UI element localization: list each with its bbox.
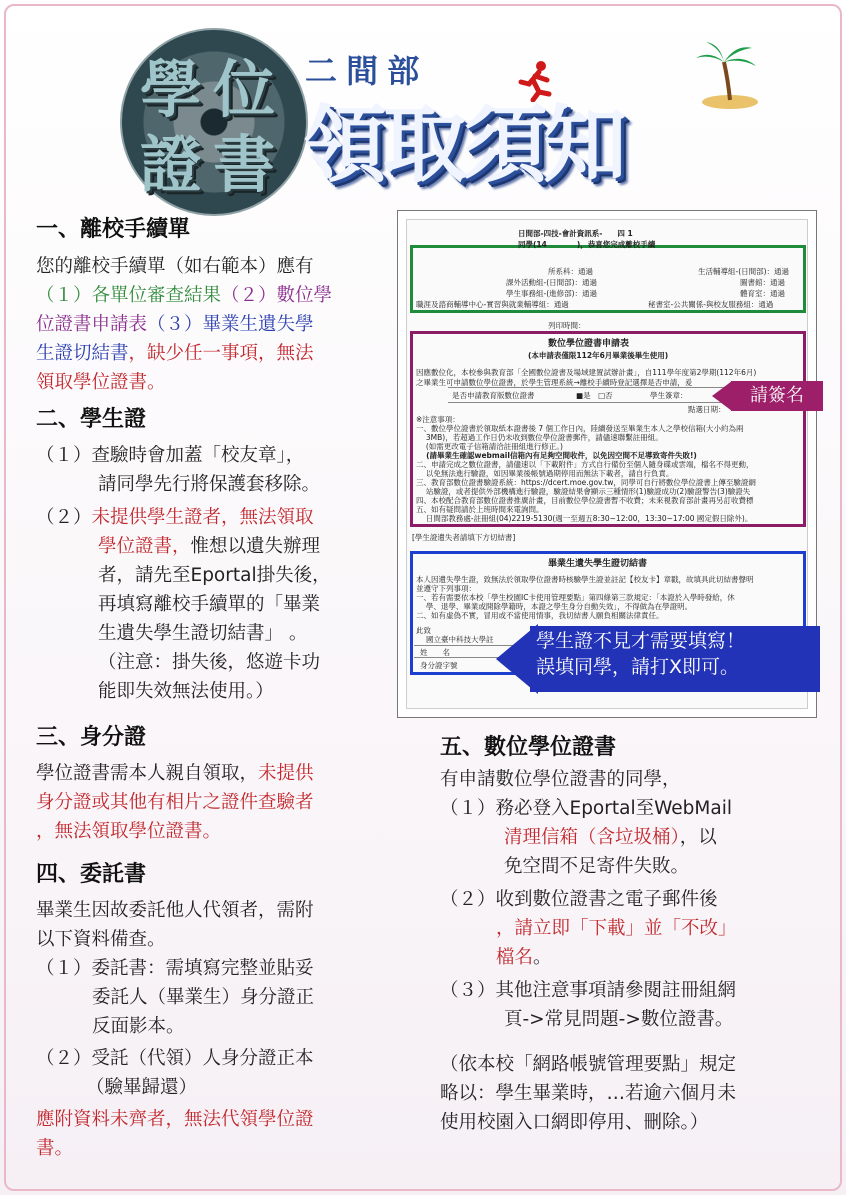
disc-char-2: 位 [213,53,276,126]
section-2-heading: 二、學生證 [36,407,147,432]
text-line: 生遺失學生證切結書」 。 [98,623,308,644]
form-text: 國立臺中科技大學註 [426,635,494,644]
please-sign-callout: 請簽名 [731,381,823,411]
text-red: ，缺少任一事項，無法 [128,343,314,364]
form-text: 日間部教務處-註冊組(04)2219-5130(週一至週五8:30~12:00，13:30~17:00 國定假日除外)。 [416,514,753,523]
form-text: 站驗證，或者提供外部機構進行驗證，驗證結果會顯示三種情形(1)驗證成功(2)驗證警告(3)驗證失 [416,487,751,496]
form-text: 一、若有需要依本校「學生校園IC卡使用管理要點」第四條第三款規定：「本證於入學時發給，休 [416,593,735,602]
main-title: 領取須知 [303,95,624,194]
form-text: 職涯及諮商輔導中心-實習與就業輔導組：通過 [416,300,569,309]
form-text: 列印時間： [548,321,586,330]
text-line: （１）查驗時會加蓋「校友章」， [36,445,305,466]
text-line: （１）務必登入Eportal至WebMail [440,798,732,819]
section-3-heading: 三、身分證 [36,725,147,750]
text-line: 免空間不足寄件失敗。 [504,856,690,877]
form-text: 同學(14 )，恭喜您完成離校手續 [518,240,656,249]
form-text: 生活輔導組-(日間部)：通過 [698,267,790,276]
form-text: 所系科：通過 [548,267,593,276]
form-text: 學生事務組-(進修部)：通過 [506,289,598,298]
form-text: 數位學位證書申請表 [548,339,630,349]
item-number: （２） [36,507,92,528]
form-text: 學、退學、畢業或開除學籍時，本證之學生身分自動失效」，不得做為在學證明。 [416,602,693,611]
text-line: 畢業生因故委託他人代領者，需附 [36,900,314,921]
form-table-line [448,387,730,388]
form-text: 畢業生遺失學生證切結書 [548,559,648,569]
text-red: 學位證書， [98,536,191,557]
text-red: 領取學位證書。 [36,372,166,393]
text-purple: 位證書申請表 [36,314,148,335]
form-text: 圖書館：通過 [740,278,785,287]
form-text: 三、教育部數位證書驗證系統：https://dcert.moe.gov.tw，同學可自行將數位學位證書上傳至驗證網 [416,478,756,487]
form-text: 並遵守下列事項： [416,584,476,593]
text-line: ，以 [679,827,717,848]
form-text: ※注意事項： [416,415,460,424]
form-text: 本人因遺失學生證，致無法於領取學位證書時核驗學生證並註記【校友卡】章戳，故填具此切結書聲明 [416,575,754,584]
form-table-line [448,402,730,403]
text-red: ，無法領取學位證書。 [36,821,222,842]
form-text: 一、數位學位證書於領取紙本證書後 7 個工作日內，陸續發送至畢業生本人之學校信箱(大小約為兩 [416,424,744,433]
form-text: [學生證遺失者請填下方切結書] [412,533,516,542]
form-text: 四、本校配合教育部數位證書推廣計畫，目前數位學位證書暫不收費；未來視教育部計畫再另訂收費標 [416,496,754,505]
callout-line: 誤填同學，請打X即可。 [536,656,740,678]
section-5-body [440,765,737,1137]
text-line: （２）收到數位證書之電子郵件後 [440,889,718,910]
text-red: 應附資料未齊者，無法代領學位證 [36,1109,314,1130]
callout-line: 學生證不見才需要填寫！ [536,630,746,652]
text-green: （１）各單位審查結果 [36,285,222,306]
form-text: ■是 □否 [576,391,613,400]
form-text: 姓 名 [420,648,450,657]
text-line: 學位證書需本人親自領取， [36,763,259,784]
text-line: （３）其他注意事項請參閱註冊組網 [440,980,737,1001]
section-4-heading: 四、委託書 [36,862,147,887]
text-line: （驗畢歸還） [86,1077,198,1098]
section-5-heading: 五、數位學位證書 [440,735,617,760]
form-text: 學生簽章： [650,391,688,400]
text-line: 能即失效無法使用。） [98,681,274,702]
text-line: （注意：掛失後，悠遊卡功 [98,652,321,673]
text-red: ，請立即「下載」並「不改」 [496,918,737,939]
text-red: 清理信箱（含垃圾桶） [504,827,680,848]
text-line: 。 [533,947,552,968]
form-text: (請畢業生確認webmail信箱內有足夠空間收件，以免因空間不足導致寄件失敗!) [416,451,697,460]
text-red: 未提供 [258,763,314,784]
text-purple: （２）數位學 [221,285,333,306]
form-text: 二、如有虛偽不實，冒用或不當使用情事，我切結書人願負相關法律責任。 [416,611,664,620]
section-4-body [36,896,314,1163]
form-text: 課外活動組-(日間部)：通過 [506,278,598,287]
form-text: 日間部-四技-會計資訊系- 四 1 [518,229,633,238]
form-text: 秘書室-公共關係-與校友服務組：通過 [648,300,774,309]
text-line: 惟想以遺失辦理 [190,536,321,557]
text-line: 再填寫離校手續單的「畢業 [98,594,321,615]
text-blue: （３）畢業生遺失學 [147,314,314,335]
text-line: 請同學先行將保護套移除。 [98,474,321,495]
text-line: 使用校園入口網即停用、刪除。） [440,1112,709,1133]
title-banner [115,20,755,210]
form-text: 以免無法進行驗證，如因畢業後帳號過期停用而無法下載者，請自行負責。 [416,469,674,478]
lost-id-callout [530,626,820,692]
text-blue: 生證切結書 [36,343,129,364]
text-line: 委託人（畢業生）身分證正 [92,987,315,1008]
text-line: 頁->常見問題->數位證書。 [504,1009,734,1030]
section-2-body [36,441,386,706]
disc-char-1: 學 [140,53,203,126]
form-text: 因應數位化，本校參與教育部「全國數位證書及場域建置試辦計畫」，自111學年度第2學期(112年6月) [416,368,757,377]
form-text: 身分證字號 [420,661,458,670]
palm-tree-icon [690,40,760,110]
form-text: 之畢業生可申請數位學位證書，於學生管理系統→離校手續時登記選擇是否申請，爰 [416,378,693,387]
form-text: 體育室：通過 [740,289,785,298]
callout-arrow-icon [712,381,732,411]
text-line: 略以：學生畢業時，…若逾六個月未 [440,1083,737,1104]
section-3-body [36,759,314,846]
text-line: 以下資料備查。 [36,929,166,950]
text-red: 檔名 [496,947,534,968]
form-text: 點選日期： [688,405,726,414]
form-text: 五、如有疑問請於上班時間來電詢問。 [416,505,544,514]
text-line: （１）委託書：需填寫完整並貼妥 [36,958,314,979]
text-line: 反面影本。 [92,1016,185,1037]
text-line: 者，請先至Eportal掛失後， [98,565,331,586]
form-text: 是否申請教育版數位證書 [452,391,535,400]
form-text: (本申請表僅限112年6月畢業後畢生使用) [528,351,669,360]
section-1-body [36,252,332,397]
form-text: 此致 [416,626,431,635]
department-label: 二 間 部 [305,52,419,90]
form-text: (如需更改電子信箱請洽註冊組進行修正。) [416,442,563,451]
text-line: （２）受託（代領）人身分證正本 [36,1048,314,1069]
text-red: 書。 [36,1138,74,1159]
text-line: 您的離校手續單（如右範本）應有 [36,256,314,277]
text-red: 身分證或其他有相片之證件查驗者 [36,792,314,813]
text-line: （依本校「網路帳號管理要點」規定 [440,1054,737,1075]
form-text: 3MB)，若超過工作日仍未收到數位學位證書郵件，請儘速聯繫註冊組。 [416,433,663,442]
text-line: 有申請數位學位證書的同學， [440,769,681,790]
section-1-heading: 一、離校手續單 [36,217,191,242]
disc-char-3: 證 [140,128,203,201]
form-text: 二、申請完成之數位證書，請儘速以「下載附件」方式自行備份至個人隨身碟或雲端，檔名不得更動， [416,460,754,469]
text-red: 未提供學生證者，無法領取 [91,507,314,528]
disc-char-4: 書 [213,128,276,201]
